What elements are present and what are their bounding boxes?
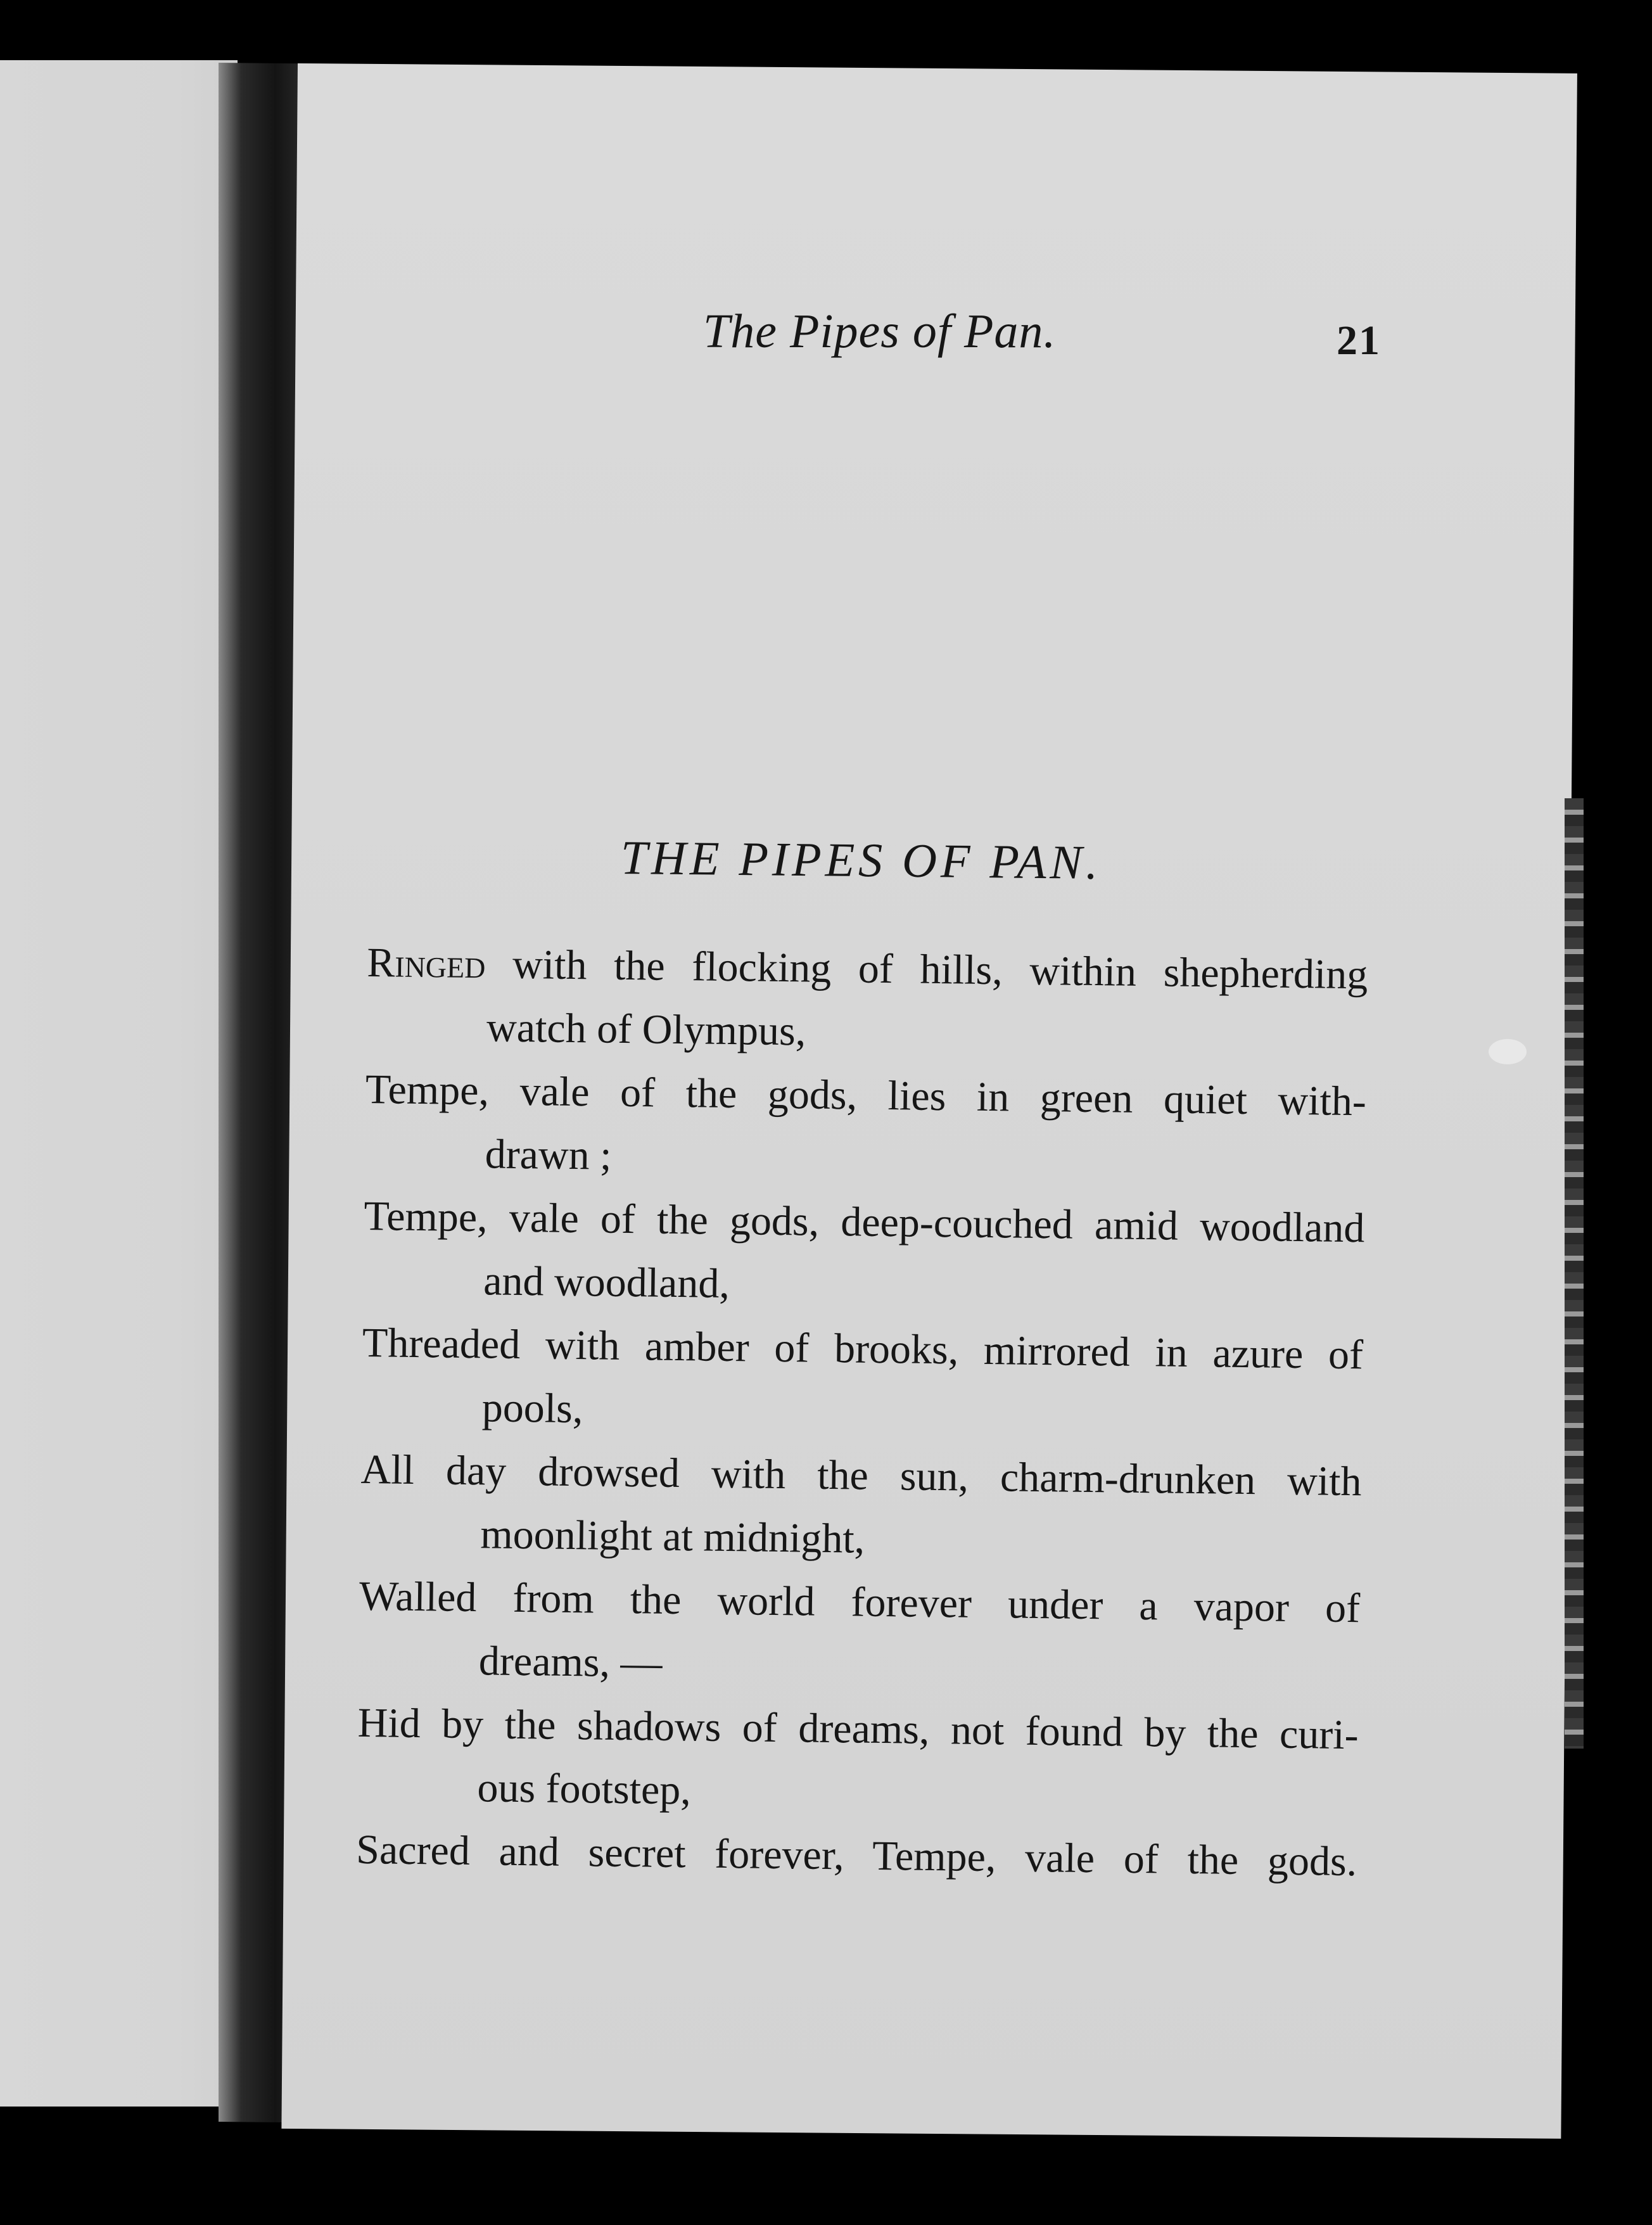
poem-line bbox=[360, 1438, 1362, 1577]
poem-line-continuation: and woodland, bbox=[483, 1258, 730, 1308]
left-page bbox=[0, 60, 238, 2107]
poem-title: THE PIPES OF PAN. bbox=[620, 831, 1102, 889]
poem-line bbox=[366, 931, 1368, 1070]
poem-line-continuation: drawn ; bbox=[485, 1131, 612, 1179]
poem-line-first: Threaded with amber of brooks, mirrored in azure of bbox=[362, 1319, 1364, 1379]
poem-line-first: Hid by the shadows of dreams, not found by the curi- bbox=[357, 1699, 1359, 1759]
poem-lead-word: Ringed bbox=[366, 939, 486, 988]
poem-line-continuation: watch of Olympus, bbox=[486, 1004, 806, 1055]
page-number: 21 bbox=[1337, 317, 1381, 364]
poem-line-first: Tempe, vale of the gods, deep-couched amid woodland bbox=[364, 1192, 1365, 1252]
running-head-title: The Pipes of Pan. bbox=[703, 305, 1057, 358]
poem-line-first bbox=[367, 931, 1368, 1007]
poem-line-first: All day drowsed with the sun, charm-drunken with bbox=[360, 1446, 1362, 1505]
poem-line-text: with the flocking of hills, within shepherding bbox=[485, 941, 1368, 998]
paper-speck bbox=[1489, 1039, 1527, 1064]
poem-line bbox=[357, 1692, 1359, 1830]
poem-line bbox=[358, 1565, 1360, 1704]
page-edge bbox=[1565, 798, 1584, 1749]
poem-line-first: Walled from the world forever under a vapor of bbox=[359, 1572, 1361, 1632]
poem-line-continuation: moonlight at midnight, bbox=[480, 1511, 865, 1562]
poem-line bbox=[364, 1058, 1366, 1197]
poem-line-first: Sacred and secret forever, Tempe, vale of the gods. bbox=[355, 1826, 1357, 1885]
poem-line-continuation: dreams, — bbox=[478, 1638, 663, 1686]
poem-line-continuation: pools, bbox=[481, 1384, 583, 1432]
poem-body bbox=[356, 931, 1368, 1894]
poem-line-first: Tempe, vale of the gods, lies in green quiet with- bbox=[365, 1066, 1367, 1125]
poem-line bbox=[356, 1818, 1357, 1894]
poem-line-continuation: ous footstep, bbox=[477, 1764, 692, 1814]
poem-line bbox=[361, 1311, 1363, 1450]
poem-line bbox=[363, 1185, 1365, 1323]
